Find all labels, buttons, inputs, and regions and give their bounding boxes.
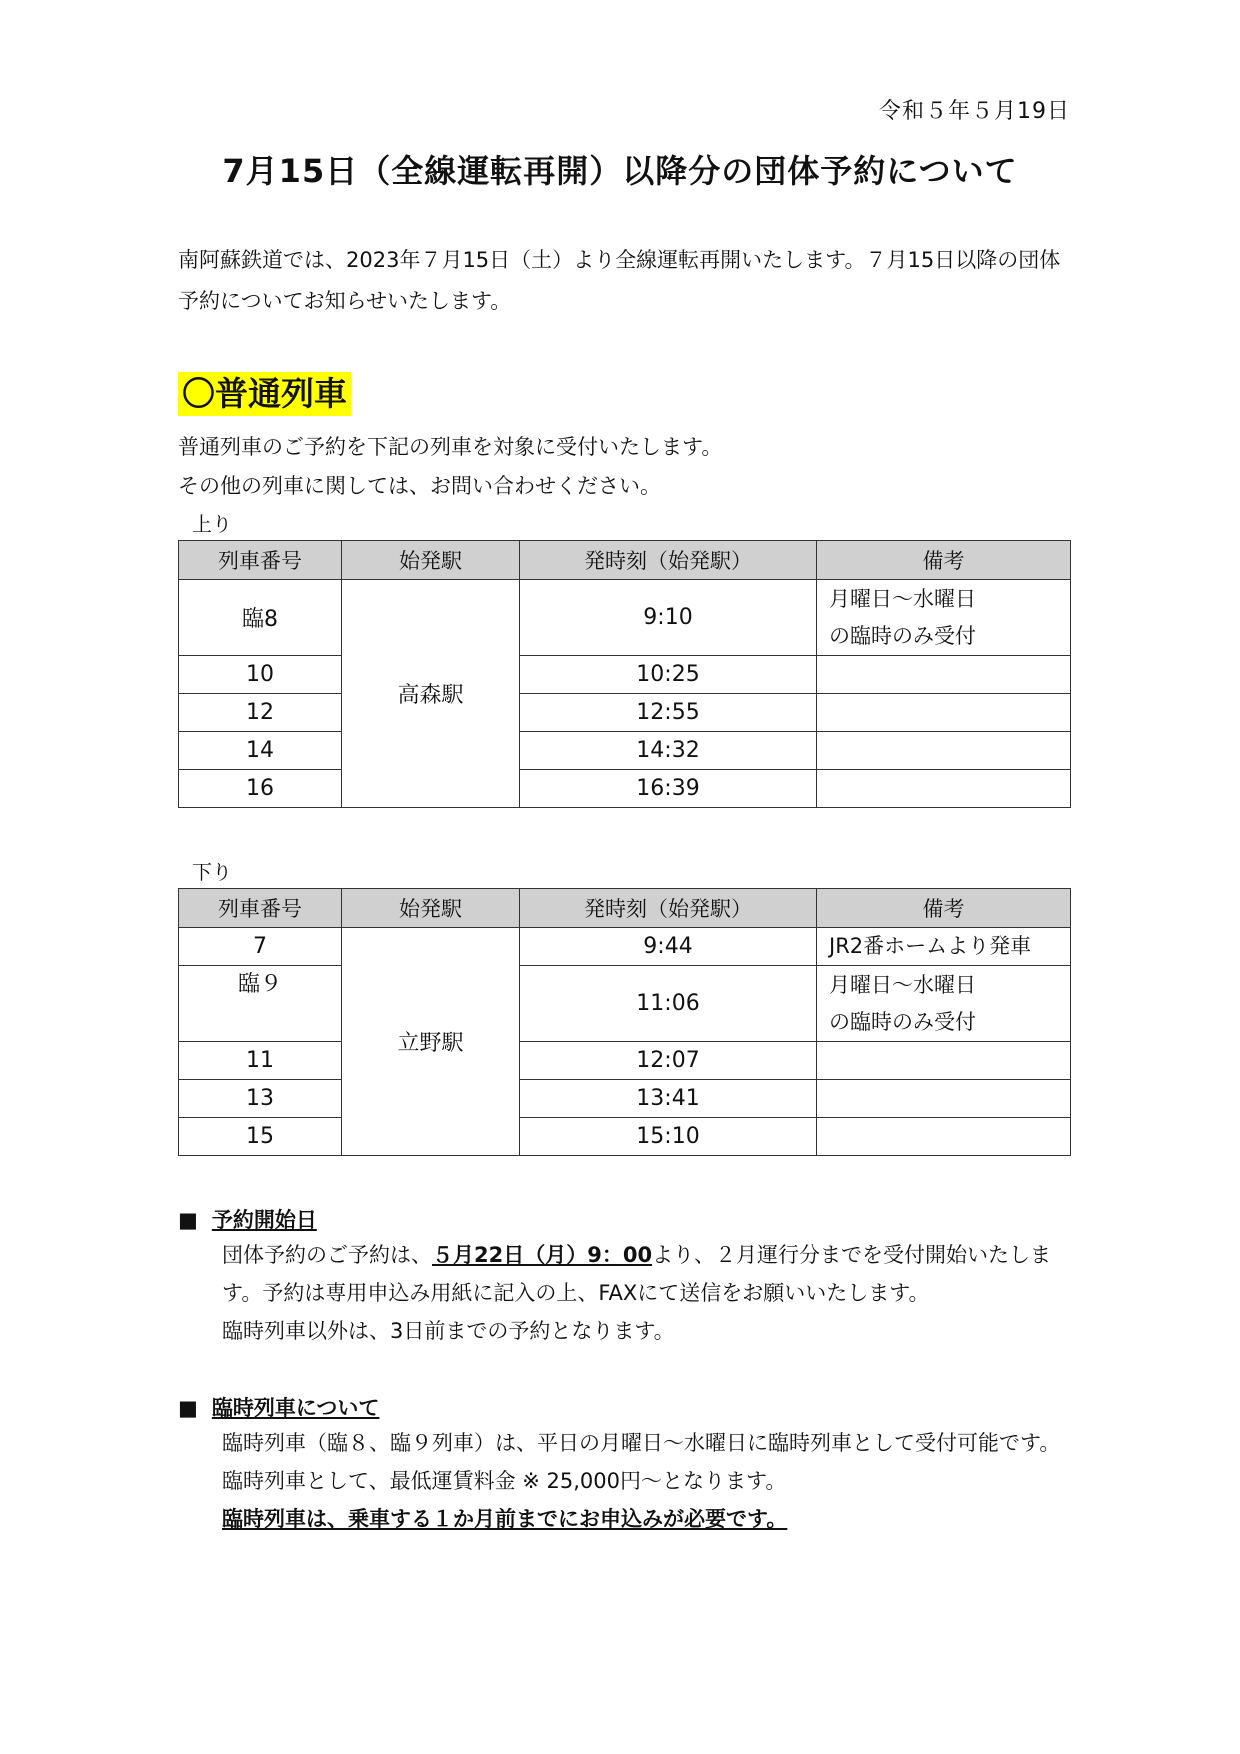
remarks-line-2: の臨時のみ受付 bbox=[829, 1009, 976, 1034]
col-train-number: 列車番号 bbox=[179, 541, 342, 580]
remarks-line-1: 月曜日～水曜日 bbox=[829, 586, 976, 611]
section-line-1: 普通列車のご予約を下記の列車を対象に受付いたします。 bbox=[178, 435, 723, 459]
departure-time: 11:06 bbox=[520, 966, 817, 1042]
section-line-2: その他の列車に関しては、お問い合わせください。 bbox=[178, 474, 661, 498]
remarks: JR2番ホームより発車 bbox=[817, 928, 1071, 966]
remarks bbox=[817, 580, 1071, 656]
reservation-start-date: ５月22日（月）9：00 bbox=[432, 1243, 653, 1267]
departure-time: 10:25 bbox=[520, 656, 817, 694]
table-row bbox=[179, 580, 1071, 656]
intro-paragraph: 南阿蘇鉄道では、2023年７月15日（土）より全線運転再開いたします。７月15日以降の団体予約についてお知らせいたします。 bbox=[178, 248, 1061, 313]
table-row bbox=[179, 1080, 1071, 1118]
down-label: 下り bbox=[192, 860, 232, 884]
train-number: 12 bbox=[179, 694, 342, 732]
remarks bbox=[817, 1042, 1071, 1080]
departure-time: 13:41 bbox=[520, 1080, 817, 1118]
col-departure-time: 発時刻（始発駅） bbox=[520, 889, 817, 928]
departure-time: 12:07 bbox=[520, 1042, 817, 1080]
departure-time: 12:55 bbox=[520, 694, 817, 732]
train-number: 11 bbox=[179, 1042, 342, 1080]
remarks bbox=[817, 1080, 1071, 1118]
train-number: 13 bbox=[179, 1080, 342, 1118]
train-number: 14 bbox=[179, 732, 342, 770]
notice-line: 臨時列車以外は、3日前までの予約となります。 bbox=[222, 1319, 675, 1343]
square-bullet-icon: ■ bbox=[178, 1396, 198, 1420]
table-row bbox=[179, 928, 1071, 966]
table-header-row bbox=[179, 889, 1071, 928]
notice-special-train-body bbox=[222, 1424, 1074, 1538]
table-header-row bbox=[179, 541, 1071, 580]
notice-emphasis: 臨時列車は、乗車する１か月前までにお申込みが必要です。 bbox=[222, 1507, 788, 1531]
train-number: 臨９ bbox=[179, 966, 342, 1042]
origin-station: 立野駅 bbox=[342, 928, 520, 1156]
square-bullet-icon: ■ bbox=[178, 1208, 198, 1232]
up-timetable bbox=[178, 540, 1071, 808]
table-row bbox=[179, 966, 1071, 1042]
col-origin-station: 始発駅 bbox=[342, 541, 520, 580]
col-departure-time: 発時刻（始発駅） bbox=[520, 541, 817, 580]
col-remarks: 備考 bbox=[817, 541, 1071, 580]
remarks bbox=[817, 770, 1071, 808]
up-label: 上り bbox=[192, 512, 232, 536]
table-row bbox=[179, 732, 1071, 770]
remarks-line-1: 月曜日～水曜日 bbox=[829, 972, 976, 997]
table-row bbox=[179, 694, 1071, 732]
departure-time: 15:10 bbox=[520, 1118, 817, 1156]
col-train-number: 列車番号 bbox=[179, 889, 342, 928]
notice-reservation-start-body bbox=[222, 1236, 1074, 1350]
remarks bbox=[817, 656, 1071, 694]
document-date: 令和５年５月19日 bbox=[879, 99, 1070, 124]
notice-text: 団体予約のご予約は、 bbox=[222, 1243, 432, 1267]
remarks-line-2: の臨時のみ受付 bbox=[829, 623, 976, 648]
page-title: 7月15日（全線運転再開）以降分の団体予約について bbox=[222, 152, 1018, 190]
train-number: 16 bbox=[179, 770, 342, 808]
train-number: 15 bbox=[179, 1118, 342, 1156]
train-number: 10 bbox=[179, 656, 342, 694]
notice-paragraph bbox=[222, 1236, 1074, 1312]
down-timetable bbox=[178, 888, 1071, 1156]
notice-reservation-start-heading bbox=[178, 1204, 317, 1234]
notice-line: 臨時列車（臨８、臨９列車）は、平日の月曜日～水曜日に臨時列車として受付可能です。 bbox=[222, 1431, 1061, 1455]
table-row bbox=[179, 1042, 1071, 1080]
notice-text: より、２月運行分までを受付開始いたします。予約は専用申込み用紙に記入の上、FAXにて送信をお願いいたします。 bbox=[222, 1243, 1052, 1305]
section-description bbox=[178, 428, 722, 506]
departure-time: 9:44 bbox=[520, 928, 817, 966]
departure-time: 9:10 bbox=[520, 580, 817, 656]
remarks bbox=[817, 694, 1071, 732]
train-number: 臨8 bbox=[179, 580, 342, 656]
table-row bbox=[179, 1118, 1071, 1156]
table-row bbox=[179, 656, 1071, 694]
table-row bbox=[179, 770, 1071, 808]
remarks bbox=[817, 732, 1071, 770]
origin-station: 高森駅 bbox=[342, 580, 520, 808]
remarks bbox=[817, 966, 1071, 1042]
notice-line: 臨時列車として、最低運賃料金 ※ 25,000円～となります。 bbox=[222, 1469, 787, 1493]
notice-title: 予約開始日 bbox=[211, 1208, 317, 1232]
remarks bbox=[817, 1118, 1071, 1156]
departure-time: 16:39 bbox=[520, 770, 817, 808]
departure-time: 14:32 bbox=[520, 732, 817, 770]
col-origin-station: 始発駅 bbox=[342, 889, 520, 928]
notice-title: 臨時列車について bbox=[211, 1396, 380, 1420]
notice-special-train-heading bbox=[178, 1392, 379, 1422]
col-remarks: 備考 bbox=[817, 889, 1071, 928]
section-heading: 〇普通列車 bbox=[178, 372, 351, 416]
train-number: 7 bbox=[179, 928, 342, 966]
